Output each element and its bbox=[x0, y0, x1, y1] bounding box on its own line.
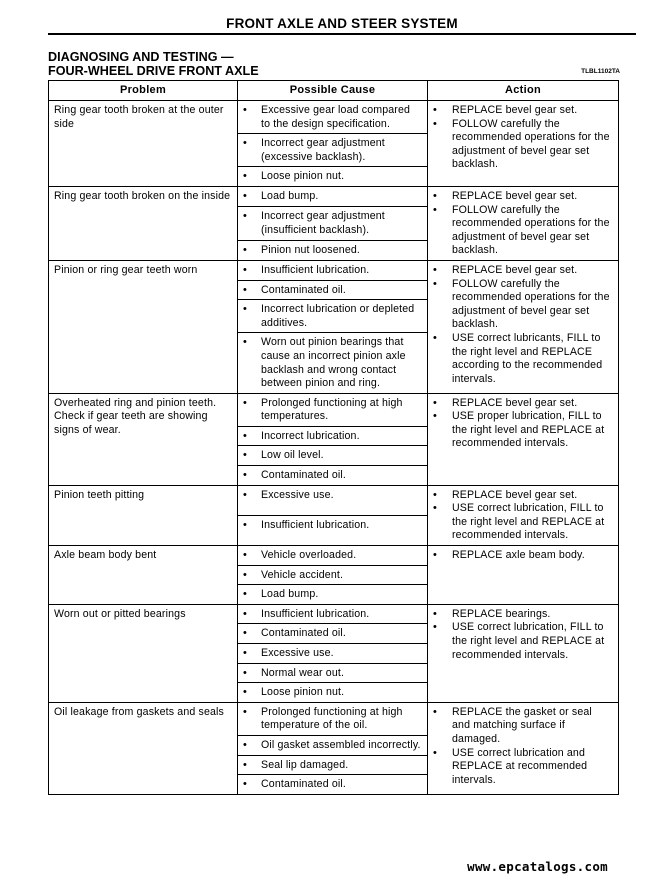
cause-item: • Oil gasket assembled incorrectly. bbox=[243, 739, 422, 753]
problem-cell: Axle beam body bent bbox=[49, 546, 238, 605]
action-item: • REPLACE bevel gear set. bbox=[433, 264, 613, 278]
cause-item: • Seal lip damaged. bbox=[243, 759, 422, 773]
section-title-line2: FOUR-WHEEL DRIVE FRONT AXLE bbox=[48, 64, 259, 78]
action-item: • USE correct lubrication and REPLACE at recommended intervals. bbox=[433, 747, 613, 788]
problem-cell: Oil leakage from gaskets and seals bbox=[49, 702, 238, 794]
cause-cell bbox=[238, 393, 428, 426]
action-cell bbox=[428, 546, 619, 605]
cause-item: • Vehicle accident. bbox=[243, 569, 422, 583]
cause-cell bbox=[238, 644, 428, 664]
cause-cell bbox=[238, 604, 428, 624]
table-header-row bbox=[49, 81, 619, 101]
cause-cell bbox=[238, 101, 428, 134]
table-row bbox=[49, 546, 619, 566]
action-item: • REPLACE bevel gear set. bbox=[433, 489, 613, 503]
action-cell bbox=[428, 485, 619, 545]
action-item: • FOLLOW carefully the recommended operations for the adjustment of bevel gear set backlash. bbox=[433, 204, 613, 258]
action-item: • USE proper lubrication, FILL to the right level and REPLACE at recommended intervals. bbox=[433, 410, 613, 451]
page-header: FRONT AXLE AND STEER SYSTEM bbox=[48, 16, 636, 35]
cause-cell bbox=[238, 485, 428, 515]
table-row bbox=[49, 393, 619, 426]
table-row bbox=[49, 186, 619, 206]
table-row bbox=[49, 260, 619, 280]
cause-item: • Low oil level. bbox=[243, 449, 422, 463]
action-cell bbox=[428, 604, 619, 702]
cause-item: • Contaminated oil. bbox=[243, 469, 422, 483]
diagnosis-table bbox=[48, 80, 619, 795]
cause-item: • Excessive gear load compared to the design specification. bbox=[243, 104, 422, 131]
action-item: • USE correct lubrication, FILL to the right level and REPLACE at recommended intervals. bbox=[433, 621, 613, 662]
action-item: • USE correct lubricants, FILL to the right level and REPLACE according to the recommended intervals. bbox=[433, 332, 613, 386]
problem-cell: Worn out or pitted bearings bbox=[49, 604, 238, 702]
cause-cell bbox=[238, 333, 428, 393]
cause-item: • Insufficient lubrication. bbox=[243, 264, 422, 278]
cause-item: • Incorrect lubrication. bbox=[243, 430, 422, 444]
table-row bbox=[49, 485, 619, 515]
cause-item: • Excessive use. bbox=[243, 489, 422, 503]
cause-item: • Pinion nut loosened. bbox=[243, 244, 422, 258]
cause-cell bbox=[238, 546, 428, 566]
cause-cell bbox=[238, 186, 428, 206]
footer-website: www.epcatalogs.com bbox=[467, 859, 608, 874]
section-title bbox=[48, 50, 618, 78]
cause-cell bbox=[238, 167, 428, 187]
cause-item: • Prolonged functioning at high temperatures. bbox=[243, 397, 422, 424]
cause-cell bbox=[238, 466, 428, 486]
action-cell bbox=[428, 393, 619, 485]
cause-cell bbox=[238, 663, 428, 683]
action-item: • USE correct lubrication, FILL to the right level and REPLACE at recommended intervals. bbox=[433, 502, 613, 543]
cause-item: • Incorrect lubrication or depleted additives. bbox=[243, 303, 422, 330]
table-row bbox=[49, 101, 619, 134]
cause-cell bbox=[238, 240, 428, 260]
figure-code: TLBL1102TA bbox=[581, 68, 620, 75]
problem-cell: Pinion teeth pitting bbox=[49, 485, 238, 545]
column-header-action: Action bbox=[428, 81, 619, 101]
action-item: • REPLACE axle beam body. bbox=[433, 549, 613, 563]
action-item: • REPLACE bevel gear set. bbox=[433, 104, 613, 118]
cause-cell bbox=[238, 280, 428, 300]
cause-cell bbox=[238, 260, 428, 280]
cause-item: • Contaminated oil. bbox=[243, 627, 422, 641]
cause-item: • Loose pinion nut. bbox=[243, 170, 422, 184]
cause-item: • Prolonged functioning at high temperature of the oil. bbox=[243, 706, 422, 733]
column-header-cause: Possible Cause bbox=[238, 81, 428, 101]
cause-cell bbox=[238, 206, 428, 240]
action-item: • FOLLOW carefully the recommended operations for the adjustment of bevel gear set backlash. bbox=[433, 118, 613, 172]
action-cell bbox=[428, 186, 619, 260]
action-cell bbox=[428, 702, 619, 794]
table-row bbox=[49, 604, 619, 624]
cause-item: • Normal wear out. bbox=[243, 667, 422, 681]
cause-cell bbox=[238, 134, 428, 167]
cause-cell bbox=[238, 565, 428, 585]
action-item: • REPLACE bearings. bbox=[433, 608, 613, 622]
section-title-line1: DIAGNOSING AND TESTING — bbox=[48, 50, 234, 64]
column-header-problem: Problem bbox=[49, 81, 238, 101]
problem-cell: Ring gear tooth broken at the outer side bbox=[49, 101, 238, 187]
cause-item: • Incorrect gear adjustment (excessive backlash). bbox=[243, 137, 422, 164]
cause-cell bbox=[238, 775, 428, 795]
cause-cell bbox=[238, 624, 428, 644]
cause-item: • Incorrect gear adjustment (insufficient backlash). bbox=[243, 210, 422, 237]
cause-item: • Insufficient lubrication. bbox=[243, 519, 422, 533]
action-cell bbox=[428, 260, 619, 393]
cause-cell bbox=[238, 515, 428, 545]
cause-item: • Insufficient lubrication. bbox=[243, 608, 422, 622]
cause-item: • Worn out pinion bearings that cause an incorrect pinion axle backlash and wrong contact between pinion and ring. bbox=[243, 336, 422, 390]
cause-cell bbox=[238, 755, 428, 775]
problem-cell: Ring gear tooth broken on the inside bbox=[49, 186, 238, 260]
cause-item: • Load bump. bbox=[243, 588, 422, 602]
action-cell bbox=[428, 101, 619, 187]
cause-item: • Contaminated oil. bbox=[243, 284, 422, 298]
cause-item: • Load bump. bbox=[243, 190, 422, 204]
table-row bbox=[49, 702, 619, 735]
problem-cell: Overheated ring and pinion teeth. Check if gear teeth are showing signs of wear. bbox=[49, 393, 238, 485]
cause-cell bbox=[238, 585, 428, 605]
cause-item: • Vehicle overloaded. bbox=[243, 549, 422, 563]
problem-cell: Pinion or ring gear teeth worn bbox=[49, 260, 238, 393]
cause-item: • Loose pinion nut. bbox=[243, 686, 422, 700]
cause-cell bbox=[238, 300, 428, 333]
cause-item: • Excessive use. bbox=[243, 647, 422, 661]
action-item: • FOLLOW carefully the recommended operations for the adjustment of bevel gear set backlash. bbox=[433, 278, 613, 332]
cause-cell bbox=[238, 702, 428, 735]
cause-cell bbox=[238, 426, 428, 446]
cause-cell bbox=[238, 683, 428, 703]
cause-cell bbox=[238, 735, 428, 755]
cause-item: • Contaminated oil. bbox=[243, 778, 422, 792]
action-item: • REPLACE bevel gear set. bbox=[433, 190, 613, 204]
action-item: • REPLACE bevel gear set. bbox=[433, 397, 613, 411]
action-item: • REPLACE the gasket or seal and matching surface if damaged. bbox=[433, 706, 613, 747]
table-body bbox=[49, 101, 619, 795]
cause-cell bbox=[238, 446, 428, 466]
